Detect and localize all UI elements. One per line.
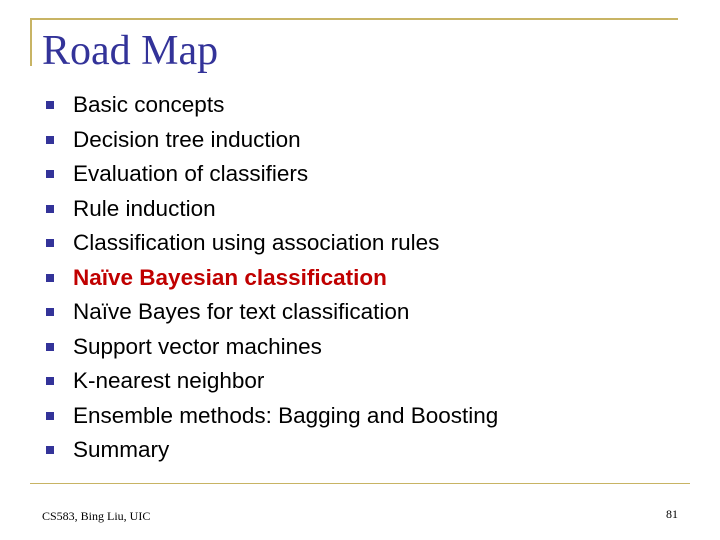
bullet-text: Rule induction — [73, 195, 216, 221]
bullet-item — [46, 364, 498, 399]
title-frame-top-line — [30, 18, 678, 20]
square-bullet-icon — [46, 274, 54, 282]
square-bullet-icon — [46, 170, 54, 178]
slide-page-number: 81 — [666, 507, 678, 521]
bullet-text-highlighted: Naïve Bayesian classification — [73, 264, 387, 290]
bullet-item — [46, 88, 498, 123]
footer-course-info: CS583, Bing Liu, UIC — [42, 509, 151, 523]
bullet-item — [46, 433, 498, 468]
title-frame-left-line — [30, 18, 32, 66]
bullet-item — [46, 192, 498, 227]
bullet-text: Classification using association rules — [73, 230, 440, 256]
bullet-item — [46, 123, 498, 158]
bullet-text: Evaluation of classifiers — [73, 161, 309, 187]
square-bullet-icon — [46, 101, 54, 109]
slide-title: Road Map — [42, 28, 219, 74]
bullet-item — [46, 330, 498, 365]
bullet-text: Support vector machines — [73, 333, 322, 359]
square-bullet-icon — [46, 377, 54, 385]
bullet-item — [46, 157, 498, 192]
square-bullet-icon — [46, 446, 54, 454]
square-bullet-icon — [46, 343, 54, 351]
square-bullet-icon — [46, 205, 54, 213]
bullet-item-current — [46, 261, 498, 296]
bullet-item — [46, 295, 498, 330]
bullet-item — [46, 399, 498, 434]
bullet-text: Basic concepts — [73, 92, 225, 118]
bullet-text: Summary — [73, 437, 170, 463]
square-bullet-icon — [46, 136, 54, 144]
square-bullet-icon — [46, 412, 54, 420]
footer-divider — [30, 483, 690, 484]
bullet-text: Naïve Bayes for text classification — [73, 299, 410, 325]
square-bullet-icon — [46, 239, 54, 247]
bullet-item — [46, 226, 498, 261]
bullet-text: Decision tree induction — [73, 126, 301, 152]
bullet-text: Ensemble methods: Bagging and Boosting — [73, 402, 499, 428]
square-bullet-icon — [46, 308, 54, 316]
bullet-text: K-nearest neighbor — [73, 368, 265, 394]
bullet-list — [46, 88, 498, 468]
